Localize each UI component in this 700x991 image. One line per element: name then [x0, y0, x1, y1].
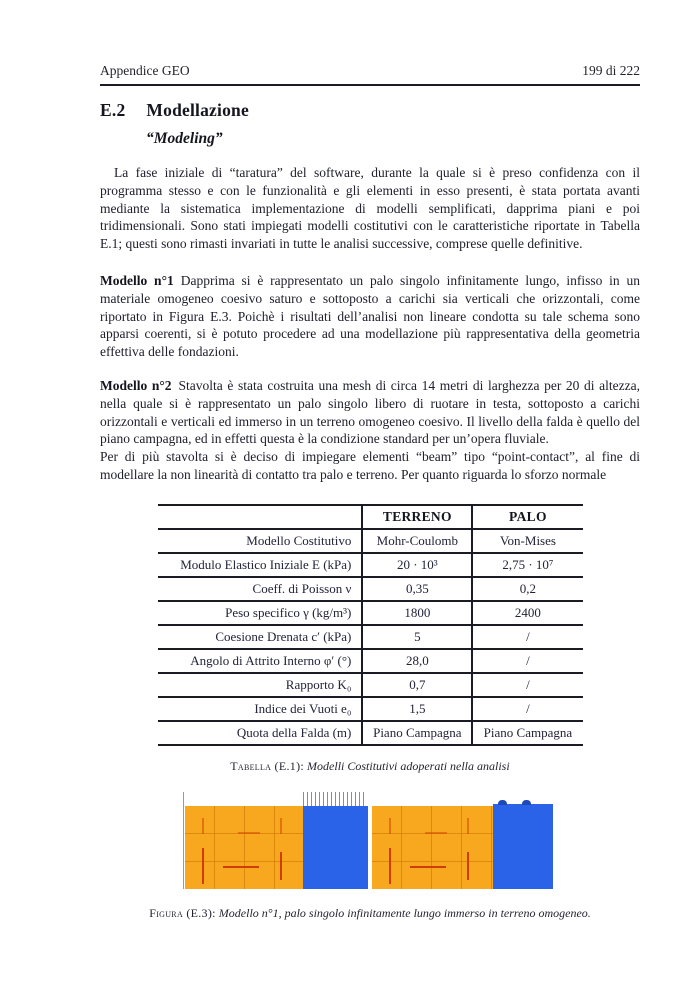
row-label: Rapporto K₀	[285, 676, 352, 692]
cell-terreno: Piano Campagna	[362, 721, 472, 745]
table-row	[158, 649, 583, 673]
constitutive-models-table	[158, 504, 583, 746]
mesh-mark	[280, 852, 282, 880]
column-header-terreno: TERRENO	[362, 505, 472, 529]
cell-palo: /	[472, 673, 582, 697]
row-label: Coeff. di Poisson ν	[252, 580, 352, 596]
table-row	[158, 577, 583, 601]
row-label: Modulo Elastico Iniziale E (kPa)	[180, 556, 352, 572]
cell-terreno: Mohr-Coulomb	[362, 529, 472, 553]
cell-palo: /	[472, 697, 582, 721]
page-content	[100, 100, 640, 921]
cell-terreno: 28,0	[362, 649, 472, 673]
model2-text: Stavolta è stata costruita una mesh di circa 14 metri di larghezza per 20 di altezza, nella quale si è rappresentato un palo singolo libero di ruotare in testa, sottoposto a carichi orizzontali e verticali ed immerso in un terreno omogeneo coesivo. Il livello della falda è quello del piano campagna, ed in effetti questa è la condizione standard per un’opera fluviale.	[100, 377, 641, 447]
mesh-axis-line	[183, 792, 184, 889]
paragraph-intro: La fase iniziale di “taratura” del software, durante la quale si è preso confidenza con il programma stesso e con le funzionalità e gli elementi in esso presenti, è stata portata avanti mediante la sistematica implementazione di modelli semplificati, dapprima piani e poi tridimensionali. Sono stati impiegati modelli costitutivi con le caratteristiche riportate in Tabella E.1; questi sono rimasti invariati in tutte le analisi successive, comprese quelle definitive.	[100, 165, 640, 252]
table-row	[158, 625, 583, 649]
table-caption	[100, 759, 640, 774]
cell-terreno: 1800	[362, 601, 472, 625]
cell-palo: 2400	[472, 601, 582, 625]
pile-region	[303, 806, 368, 889]
cell-palo: Piano Campagna	[472, 721, 582, 745]
cell-palo: 2,75 · 10⁷	[472, 553, 582, 577]
mesh-mark	[238, 832, 260, 834]
mesh-mark	[389, 848, 391, 884]
header-left-text: Appendice GEO	[100, 63, 190, 78]
model1-label: Modello n°1	[100, 272, 174, 288]
section-subtitle: “Modeling”	[146, 130, 223, 147]
section-title: Modellazione	[146, 100, 249, 120]
figure-caption-label: Figura (E.3):	[149, 905, 216, 920]
figure-caption	[100, 906, 640, 921]
mesh-mark	[389, 818, 391, 834]
mesh-figure-left	[183, 792, 368, 889]
table-row	[158, 529, 583, 553]
row-label: Indice dei Vuoti e₀	[254, 700, 352, 716]
table-row	[158, 601, 583, 625]
paragraph-model2-continued: Per di più stavolta si è deciso di impiegare elementi “beam” tipo “point-contact”, al fine di modellare la non linearità di contatto tra palo e terreno. Per quanto riguarda lo sforzo normale	[100, 449, 640, 482]
table-header-row	[158, 505, 583, 529]
figure-e3	[100, 792, 640, 889]
mesh-mark	[410, 866, 446, 868]
page-header	[100, 63, 640, 86]
table-caption-text: Modelli Costitutivi adoperati nella analisi	[307, 758, 510, 773]
cell-terreno: 5	[362, 625, 472, 649]
row-label: Quota della Falda (m)	[236, 724, 352, 740]
soil-mesh-region	[185, 806, 303, 889]
section-heading	[100, 100, 640, 121]
row-label: Modello Costitutivo	[246, 532, 352, 548]
mesh-mark	[467, 852, 469, 880]
mesh-mark	[425, 832, 447, 834]
column-header-palo: PALO	[472, 505, 582, 529]
cell-terreno: 0,35	[362, 577, 472, 601]
mesh-mark	[280, 818, 282, 834]
paragraph-model2	[100, 377, 640, 448]
mesh-figure-right	[372, 792, 553, 889]
paragraph-model1	[100, 272, 640, 361]
cell-terreno: 0,7	[362, 673, 472, 697]
soil-mesh-region	[372, 806, 493, 889]
mesh-mark	[202, 848, 204, 884]
column-header-empty	[158, 505, 363, 529]
load-arrows	[303, 792, 367, 806]
mesh-mark	[223, 866, 259, 868]
mesh-mark	[467, 818, 469, 834]
section-number: E.2	[100, 100, 126, 120]
pile-region	[493, 804, 553, 889]
table-row	[158, 721, 583, 745]
row-label: Peso specifico γ (kg/m³)	[225, 604, 352, 620]
table-caption-label: Tabella (E.1):	[230, 758, 305, 773]
cell-terreno: 1,5	[362, 697, 472, 721]
cell-palo: Von-Mises	[472, 529, 582, 553]
header-page-number: 199 di 222	[582, 63, 640, 78]
table-row	[158, 697, 583, 721]
figure-caption-text: Modello n°1, palo singolo infinitamente lungo immerso in terreno omogeneo.	[218, 905, 591, 920]
cell-palo: 0,2	[472, 577, 582, 601]
cell-terreno: 20 · 10³	[362, 553, 472, 577]
pile-top-mark	[498, 800, 507, 805]
cell-palo: /	[472, 649, 582, 673]
mesh-mark	[202, 818, 204, 834]
cell-palo: /	[472, 625, 582, 649]
table-row	[158, 553, 583, 577]
model1-text: Dapprima si è rappresentato un palo singolo infinitamente lungo, infisso in un materiale omogeneo coesivo saturo e sottoposto a carichi sia verticali che orizzontali, come riportato in Figura E.3. Poichè i risultati dell’analisi non lineare condotta su tale schema sono apparsi coerenti, si è potuto procedere ad una modellazione più rappresentativa della geometria effettiva delle fondazioni.	[100, 272, 640, 360]
row-label: Coesione Drenata c′ (kPa)	[215, 628, 352, 644]
row-label: Angolo di Attrito Interno φ′ (°)	[190, 652, 352, 668]
table-row	[158, 673, 583, 697]
model2-label: Modello n°2	[100, 377, 172, 393]
pile-top-mark	[522, 800, 531, 805]
